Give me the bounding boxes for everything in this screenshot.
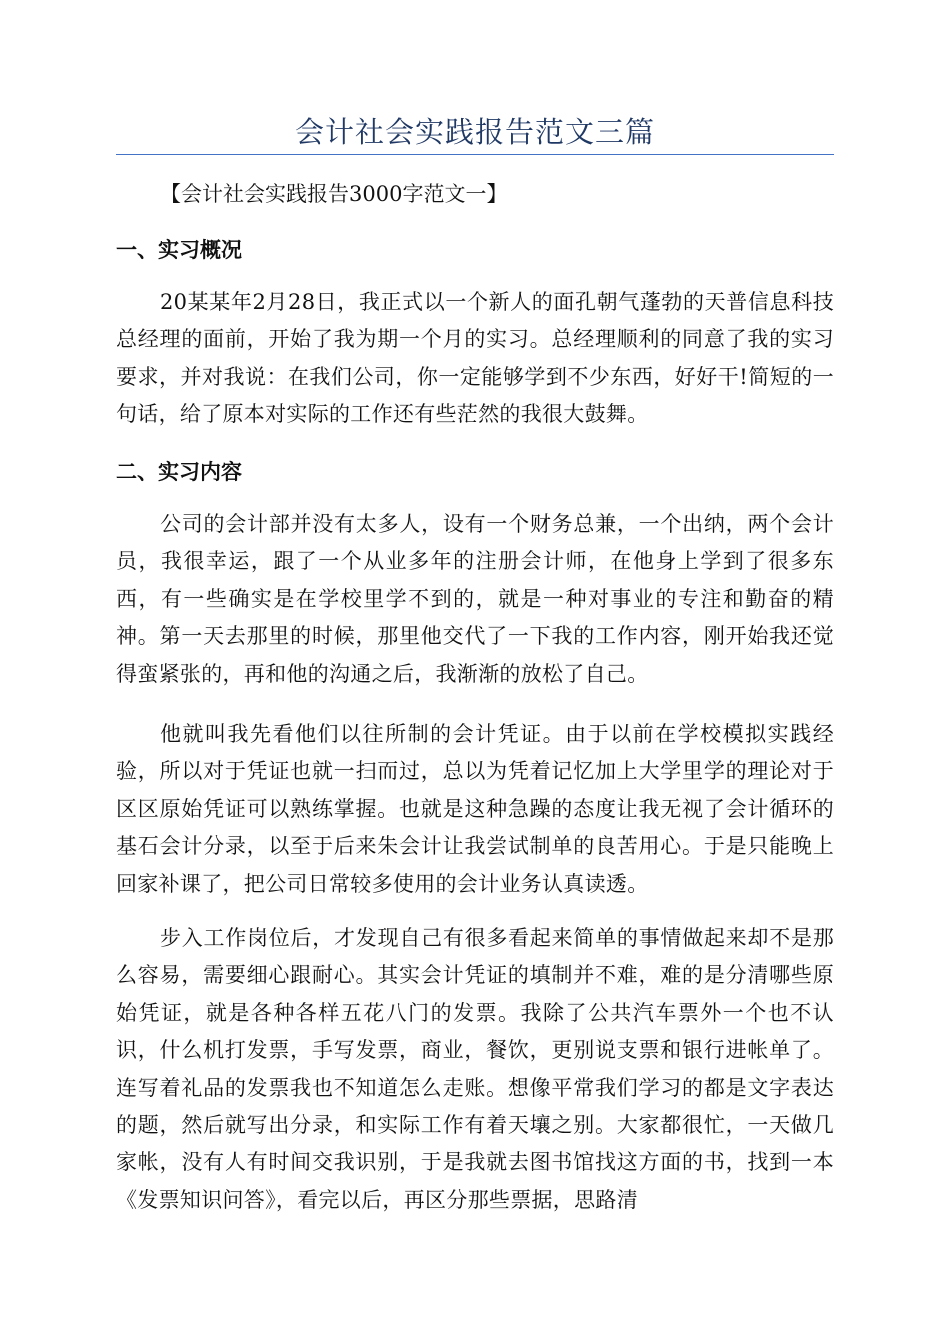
document-title: 会计社会实践报告范文三篇 bbox=[294, 115, 655, 149]
document-subtitle: 【会计社会实践报告3000字范文一】 bbox=[160, 182, 508, 206]
section-heading-overview: 一、实习概况 bbox=[116, 237, 242, 262]
title-underline bbox=[116, 154, 834, 155]
section-heading-content: 二、实习内容 bbox=[116, 459, 242, 484]
paragraph-overview: 20某某年2月28日，我正式以一个新人的面孔朝气蓬勃的天普信息科技总经理的面前，开始了我为期一个月的实习。总经理顺利的同意了我的实习要求，并对我说：在我们公司，你一定能够学到不少东西，好好干!简短的一句话，给了原本对实际的工作还有些茫然的我很大鼓舞。 bbox=[116, 290, 834, 427]
paragraph-content-3: 步入工作岗位后，才发现自己有很多看起来简单的事情做起来却不是那么容易，需要细心跟耐心。其实会计凭证的填制并不难，难的是分清哪些原始凭证，就是各种各样五花八门的发票。我除了公共汽车票外一个也不认识，什么机打发票，手写发票，商业，餐饮，更别说支票和银行进帐单了。连写着礼品的发票我也不知道怎么走账。想像平常我们学习的都是文字表达的题，然后就写出分录，和实际工作有着天壤之别。大家都很忙，一天做几家帐，没有人有时间交我识别，于是我就去图书馆找这方面的书，找到一本《发票知识问答》，看完以后，再区分那些票据，思路清 bbox=[116, 926, 834, 1212]
paragraph-content-1: 公司的会计部并没有太多人，设有一个财务总兼，一个出纳，两个会计员，我很幸运，跟了一个从业多年的注册会计师，在他身上学到了很多东西，有一些确实是在学校里学不到的，就是一种对事业的专注和勤奋的精神。第一天去那里的时候，那里他交代了一下我的工作内容，刚开始我还觉得蛮紧张的，再和他的沟通之后，我渐渐的放松了自己。 bbox=[116, 512, 834, 686]
paragraph-content-2: 他就叫我先看他们以往所制的会计凭证。由于以前在学校模拟实践经验，所以对于凭证也就一扫而过，总以为凭着记忆加上大学里学的理论对于区区原始凭证可以熟练掌握。也就是这种急躁的态度让我无视了会计循环的基石会计分录，以至于后来朱会计让我尝试制单的良苦用心。于是只能晚上回家补课了，把公司日常较多使用的会计业务认真读透。 bbox=[116, 722, 834, 896]
